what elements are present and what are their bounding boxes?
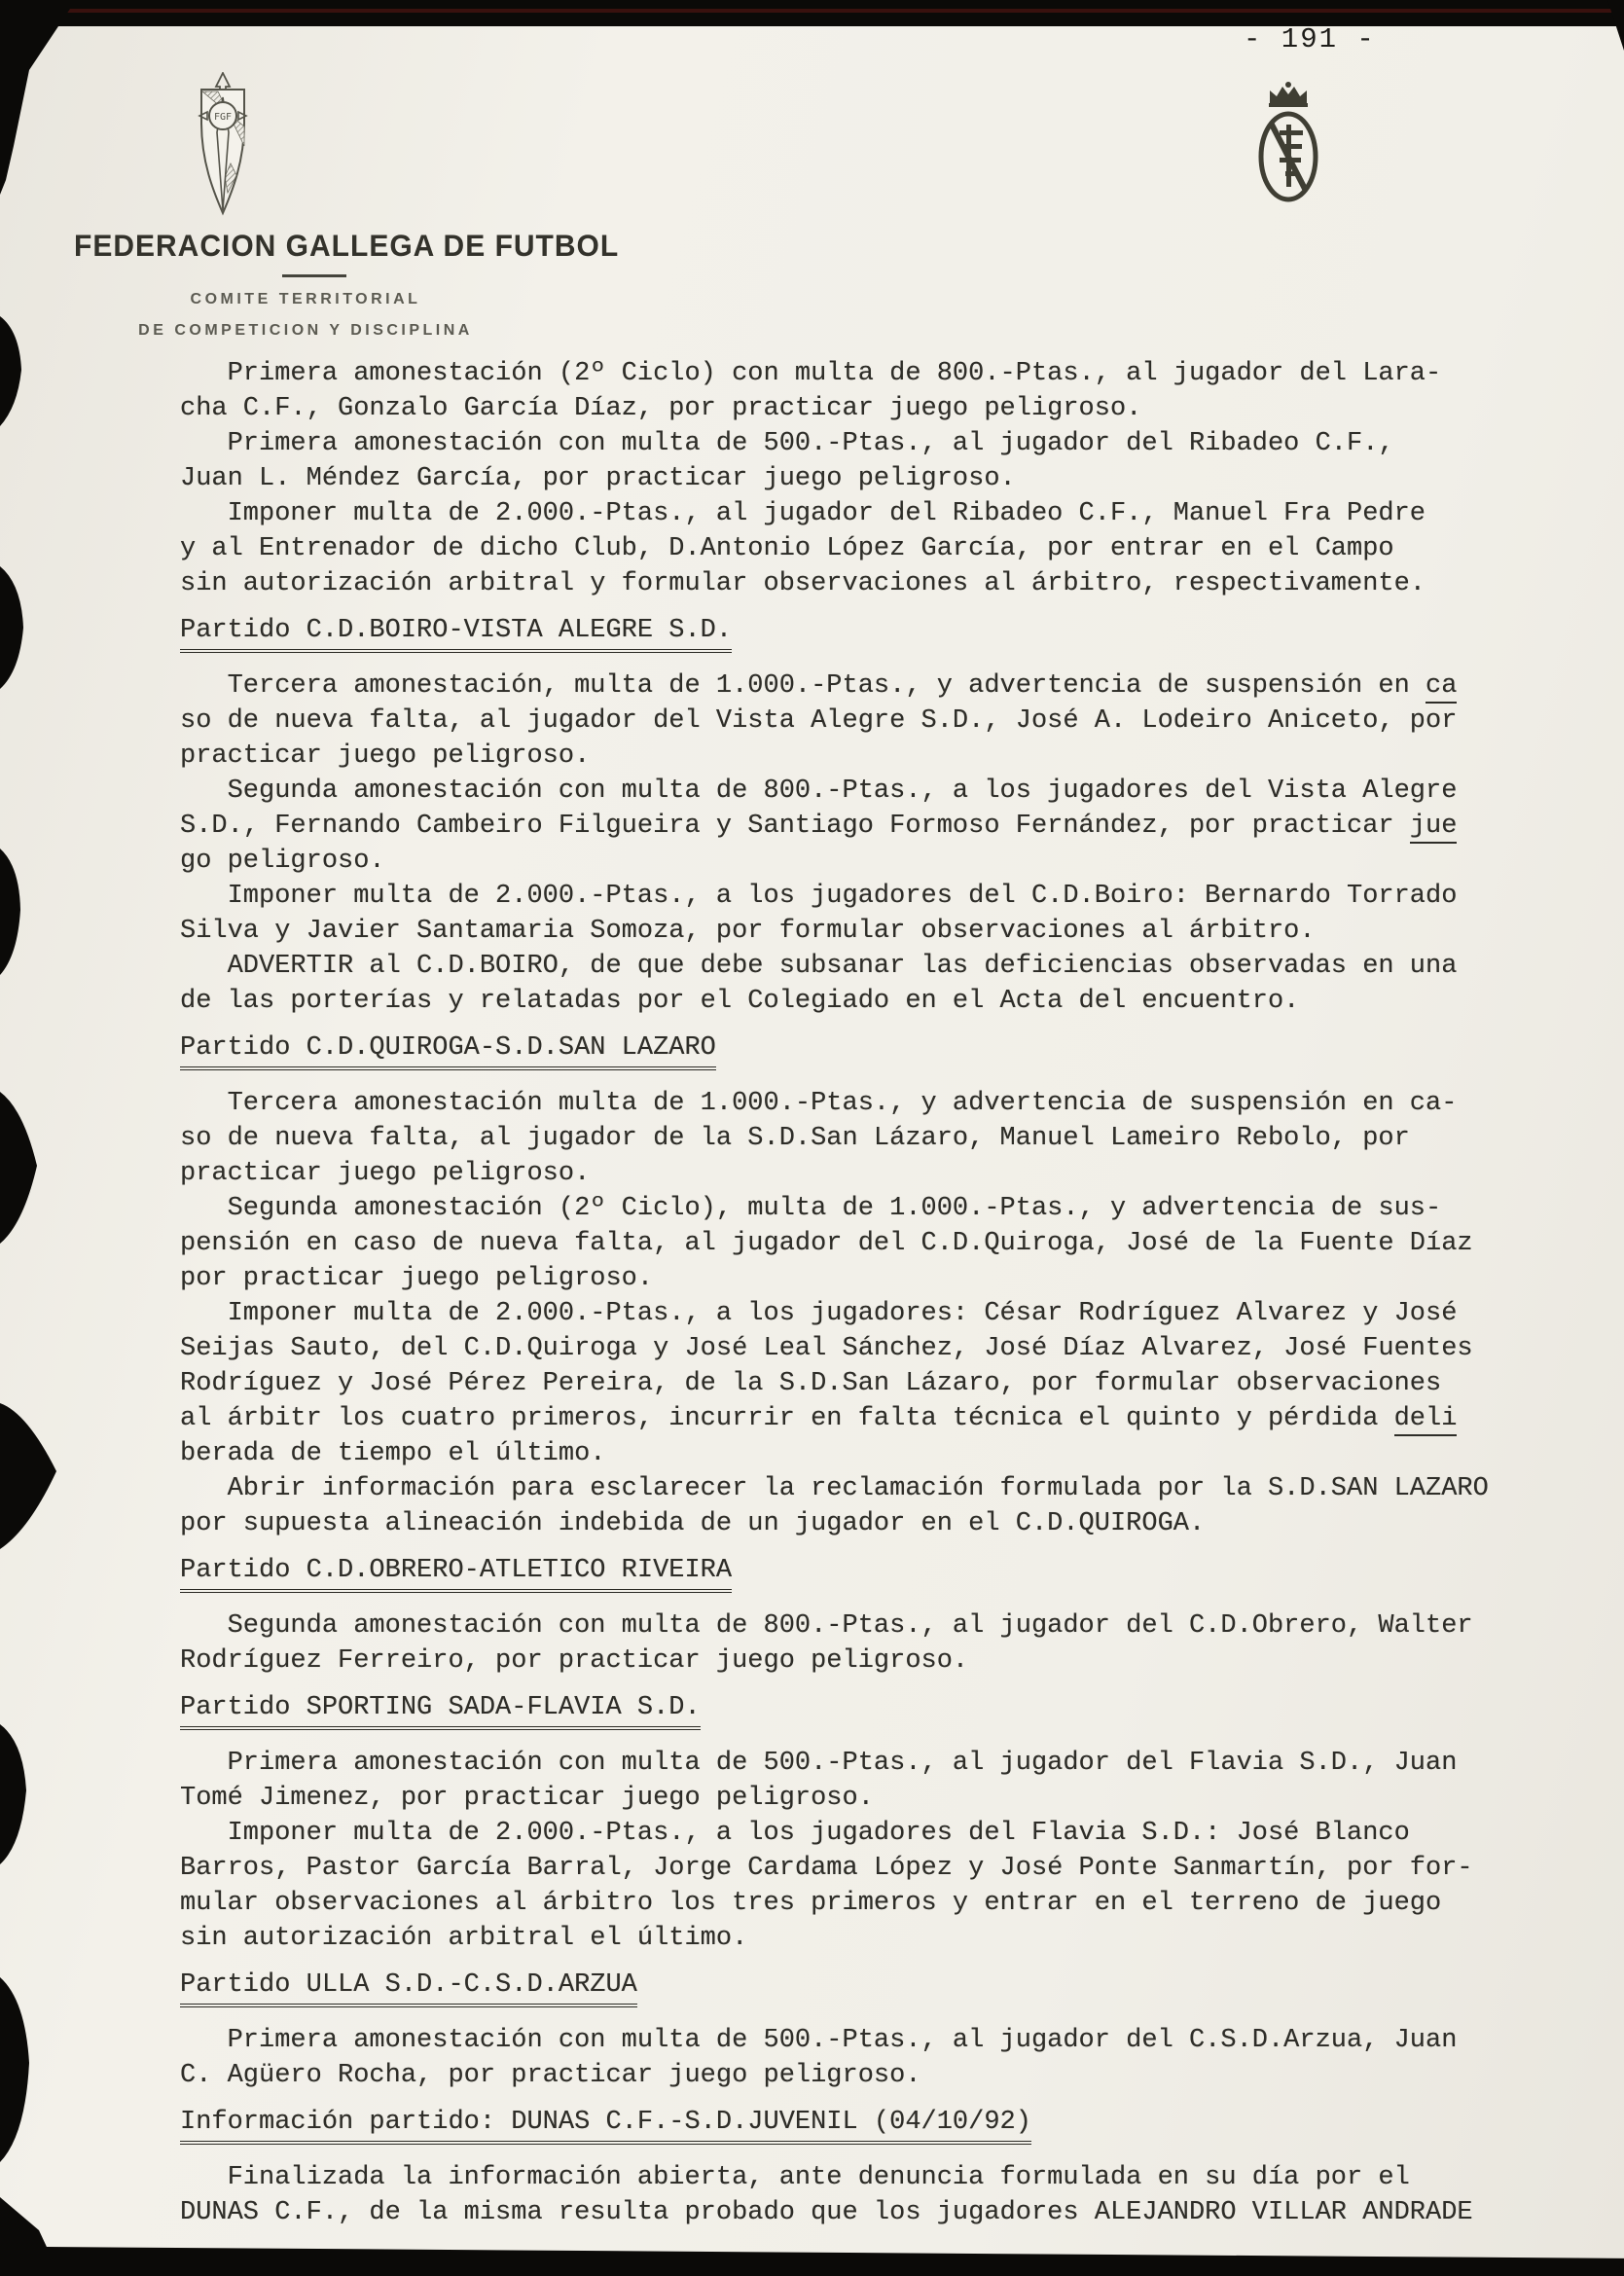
text-line: Primera amonestación (2º Ciclo) con multa de 800.-Ptas., al jugador del Lara- bbox=[180, 359, 1442, 388]
paragraph bbox=[180, 1816, 1562, 1956]
text-line: practicar juego peligroso. bbox=[180, 1159, 591, 1188]
text-line: Silva y Javier Santamaria Somoza, por formular observaciones al árbitro. bbox=[180, 917, 1316, 946]
paragraph bbox=[180, 1608, 1562, 1679]
title-divider bbox=[282, 274, 346, 277]
scan-border-top bbox=[0, 0, 1624, 26]
text-line: so de nueva falta, al jugador del Vista Alegre S.D., José A. Lodeiro Aniceto, por bbox=[180, 706, 1458, 736]
paragraph bbox=[180, 668, 1562, 774]
text-line: berada de tiempo el último. bbox=[180, 1439, 606, 1468]
text-line: Imponer multa de 2.000.-Ptas., al jugador del Ribadeo C.F., Manuel Fra Pedre bbox=[180, 499, 1426, 528]
paragraph bbox=[180, 1746, 1562, 1816]
paragraph bbox=[180, 426, 1562, 496]
text-line: sin autorización arbitral el último. bbox=[180, 1924, 748, 1953]
text-line: Abrir información para esclarecer la reclamación formulada por la S.D.SAN LAZARO bbox=[180, 1474, 1489, 1503]
scan-torn-edge-left bbox=[0, 0, 78, 2276]
text-line: practicar juego peligroso. bbox=[180, 741, 591, 771]
text-line: Segunda amonestación con multa de 800.-Ptas., al jugador del C.D.Obrero, Walter bbox=[180, 1611, 1473, 1641]
text-line: Rodríguez Ferreiro, por practicar juego peligroso. bbox=[180, 1646, 969, 1676]
paragraph bbox=[180, 1191, 1562, 1296]
text-line: Imponer multa de 2.000.-Ptas., a los jugadores del Flavia S.D.: José Blanco bbox=[180, 1819, 1410, 1848]
paragraph bbox=[180, 949, 1562, 1019]
text-line: Primera amonestación con multa de 500.-Ptas., al jugador del Flavia S.D., Juan bbox=[180, 1749, 1458, 1778]
section-heading: Partido C.D.QUIROGA-S.D.SAN LAZARO bbox=[180, 1030, 1562, 1070]
section-heading: Partido C.D.OBRERO-ATLETICO RIVEIRA bbox=[180, 1553, 1562, 1593]
svg-text:FGF: FGF bbox=[213, 112, 233, 123]
text-line: Primera amonestación con multa de 500.-Ptas., al jugador del C.S.D.Arzua, Juan bbox=[180, 2026, 1458, 2055]
document-body bbox=[180, 356, 1562, 2230]
text-line: al árbitr los cuatro primeros, incurrir en falta técnica el quinto y pérdida deli bbox=[180, 1401, 1562, 1436]
paragraph bbox=[180, 2023, 1562, 2093]
text-line: Barros, Pastor García Barral, Jorge Cardama López y José Ponte Sanmartín, por for- bbox=[180, 1854, 1473, 1883]
text-line: Tomé Jimenez, por practicar juego peligroso. bbox=[180, 1784, 874, 1813]
paragraph bbox=[180, 2160, 1562, 2230]
paragraph bbox=[180, 1296, 1562, 1471]
text-line: Rodríguez y José Pérez Pereira, de la S.D.San Lázaro, por formular observaciones bbox=[180, 1369, 1442, 1398]
section-heading: Información partido: DUNAS C.F.-S.D.JUVENIL (04/10/92) bbox=[180, 2105, 1562, 2145]
section-heading: Partido ULLA S.D.-C.S.D.ARZUA bbox=[180, 1968, 1562, 2007]
text-line: y al Entrenador de dicho Club, D.Antonio López García, por entrar en el Campo bbox=[180, 534, 1394, 563]
paragraph bbox=[180, 1471, 1562, 1541]
text-line: pensión en caso de nueva falta, al jugador del C.D.Quiroga, José de la Fuente Díaz bbox=[180, 1229, 1473, 1258]
text-line: cha C.F., Gonzalo García Díaz, por practicar juego peligroso. bbox=[180, 394, 1142, 423]
text-line: Tercera amonestación multa de 1.000.-Ptas., y advertencia de suspensión en ca- bbox=[180, 1089, 1458, 1118]
paragraph bbox=[180, 774, 1562, 879]
section-heading: Partido SPORTING SADA-FLAVIA S.D. bbox=[180, 1690, 1562, 1730]
text-line: C. Agüero Rocha, por practicar juego peligroso. bbox=[180, 2061, 921, 2090]
text-line: por supuesta alineación indebida de un jugador en el C.D.QUIROGA. bbox=[180, 1509, 1206, 1538]
federation-shield-icon bbox=[193, 72, 253, 218]
text-line: de las porterías y relatadas por el Colegiado en el Acta del encuentro. bbox=[180, 987, 1300, 1016]
text-line: sin autorización arbitral y formular observaciones al árbitro, respectivamente. bbox=[180, 569, 1426, 598]
text-line: ADVERTIR al C.D.BOIRO, de que debe subsanar las deficiencias observadas en una bbox=[180, 952, 1458, 981]
text-line: Segunda amonestación con multa de 800.-Ptas., a los jugadores del Vista Alegre bbox=[180, 777, 1458, 806]
paragraph bbox=[180, 1086, 1562, 1191]
text-line: mular observaciones al árbitro los tres primeros y entrar en el terreno de juego bbox=[180, 1889, 1442, 1918]
paragraph bbox=[180, 496, 1562, 601]
organization-subtitle-line1: COMITE TERRITORIAL bbox=[190, 291, 421, 307]
text-line: DUNAS C.F., de la misma resulta probado que los jugadores ALEJANDRO VILLAR ANDRADE bbox=[180, 2198, 1473, 2227]
text-line: por practicar juego peligroso. bbox=[180, 1264, 654, 1293]
text-line: Finalizada la información abierta, ante denuncia formulada en su día por el bbox=[180, 2163, 1410, 2192]
text-line: Imponer multa de 2.000.-Ptas., a los jugadores del C.D.Boiro: Bernardo Torrado bbox=[180, 882, 1458, 911]
scan-border-bottom bbox=[0, 2244, 1624, 2276]
section-heading: Partido C.D.BOIRO-VISTA ALEGRE S.D. bbox=[180, 613, 1562, 653]
page-number: - 191 - bbox=[1244, 23, 1376, 55]
text-line: Juan L. Méndez García, por practicar juego peligroso. bbox=[180, 464, 1016, 493]
royal-crest-icon bbox=[1256, 80, 1320, 202]
organization-title: FEDERACION GALLEGA DE FUTBOL bbox=[74, 230, 620, 264]
text-line: Imponer multa de 2.000.-Ptas., a los jugadores: César Rodríguez Alvarez y José bbox=[180, 1299, 1458, 1328]
text-line: Segunda amonestación (2º Ciclo), multa de 1.000.-Ptas., y advertencia de sus- bbox=[180, 1194, 1442, 1223]
organization-subtitle-line2: DE COMPETICION Y DISCIPLINA bbox=[138, 322, 473, 339]
text-line: Tercera amonestación, multa de 1.000.-Ptas., y advertencia de suspensión en ca bbox=[180, 668, 1562, 704]
text-line: go peligroso. bbox=[180, 847, 385, 876]
paragraph bbox=[180, 879, 1562, 949]
text-line: Seijas Sauto, del C.D.Quiroga y José Leal Sánchez, José Díaz Alvarez, José Fuentes bbox=[180, 1334, 1473, 1363]
text-line: so de nueva falta, al jugador de la S.D.San Lázaro, Manuel Lameiro Rebolo, por bbox=[180, 1124, 1410, 1153]
paragraph bbox=[180, 356, 1562, 426]
text-line: Primera amonestación con multa de 500.-Ptas., al jugador del Ribadeo C.F., bbox=[180, 429, 1394, 458]
text-line: S.D., Fernando Cambeiro Filgueira y Santiago Formoso Fernández, por practicar jue bbox=[180, 809, 1562, 844]
